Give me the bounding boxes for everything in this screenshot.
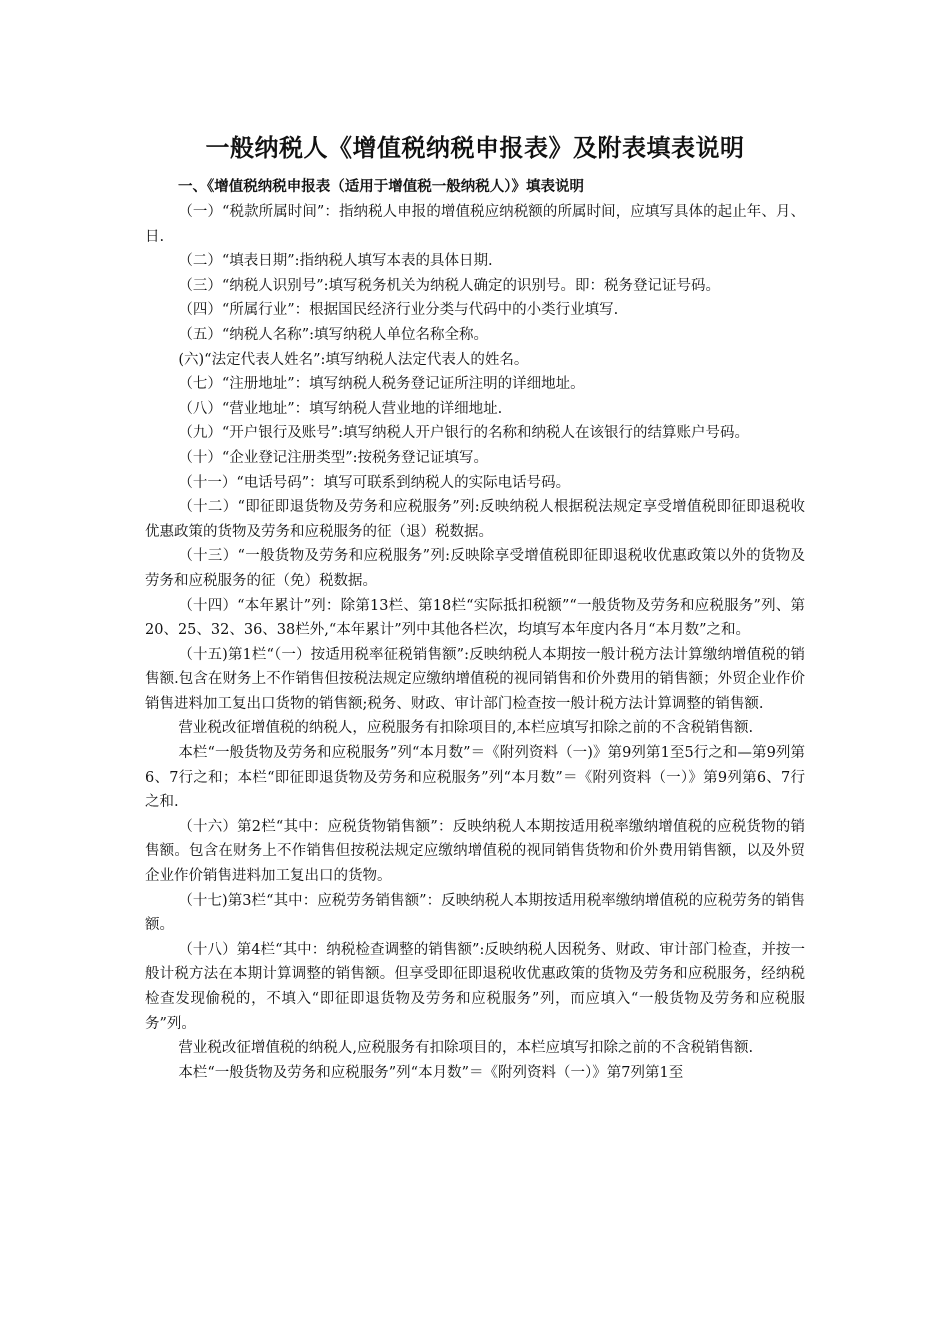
paragraph: 营业税改征增值税的纳税人,应税服务有扣除项目的，本栏应填写扣除之前的不含税销售额. [178,1040,754,1057]
paragraph: 本栏“一般货物及劳务和应税服务”列“本月数”＝《附列资料（一)》第9列第1至5行之和—第9列第6、7行之和；本栏“即征即退货物及劳务和应税服务”列“本月数”＝《附列资料（一）》第9列第6、7行之和. [145,745,805,811]
paragraph: （二）“填表日期”:指纳税人填写本表的具体日期. [178,253,493,270]
paragraph: 本栏“一般货物及劳务和应税服务”列“本月数”＝《附列资料（一）》第7列第1至 [178,1064,684,1081]
paragraph: （八）“营业地址”：填写纳税人营业地的详细地址. [178,400,503,417]
paragraph: （四）“所属行业”：根据国民经济行业分类与代码中的小类行业填写. [178,302,619,319]
paragraph: （十二）“即征即退货物及劳务和应税服务”列:反映纳税人根据税法规定享受增值税即征即退税收优惠政策的货物及劳务和应税服务的征（退）税数据。 [145,499,805,540]
paragraph: （十六）第2栏“其中：应税货物销售额”：反映纳税人本期按适用税率缴纳增值税的应税货物的销售额。包含在财务上不作销售但按税法规定应缴纳增值税的视同销售货物和价外费用销售额，以及外贸企业作价销售进料加工复出口的货物。 [145,818,805,885]
paragraph: （十七)第3栏“其中：应税劳务销售额”：反映纳税人本期按适用税率缴纳增值税的应税劳务的销售额。 [145,892,805,934]
paragraph: （十一）“电话号码”：填写可联系到纳税人的实际电话号码。 [178,474,571,491]
paragraph: 营业税改征增值税的纳税人，应税服务有扣除项目的,本栏应填写扣除之前的不含税销售额. [178,720,754,737]
paragraph: （五）“纳税人名称”:填写纳税人单位名称全称。 [178,326,489,343]
paragraph: （十四）“本年累计”列：除第13栏、第18栏“实际抵扣税额”“一般货物及劳务和应税服务”列、第20、25、32、36、38栏外,“本年累计”列中其他各栏次，均填写本年度内各月“本月数”之和。 [145,597,805,639]
paragraph: （九）“开户银行及账号”:填写纳税人开户银行的名称和纳税人在该银行的结算账户号码。 [178,425,750,442]
paragraph: (六)“法定代表人姓名”:填写纳税人法定代表人的姓名。 [178,351,529,368]
paragraph: （七）“注册地址”：填写纳税人税务登记证所注明的详细地址。 [178,376,585,393]
paragraph: （一）“税款所属时间”：指纳税人申报的增值税应纳税额的所属时间，应填写具体的起止年、月、日. [145,204,805,245]
paragraph: （十八）第4栏“其中：纳税检查调整的销售额”:反映纳税人因税务、财政、审计部门检查，并按一般计税方法在本期计算调整的销售额。但享受即征即退税收优惠政策的货物及劳务和应税服务，经纳税检查发现偷税的，不填入“即征即退货物及劳务和应税服务”列，而应填入“一般货物及劳务和应税服务”列。 [145,941,805,1032]
paragraph: （十五)第1栏“（一）按适用税率征税销售额”:反映纳税人本期按一般计税方法计算缴纳增值税的销售额.包含在财务上不作销售但按税法规定应缴纳增值税的视同销售和价外费用的销售额；外贸企业作价销售进料加工复出口货物的销售额;税务、财政、审计部门检查按一般计税方法计算调整的销售额. [145,646,805,712]
paragraph: （十）“企业登记注册类型”:按税务登记证填写。 [178,449,489,466]
document-body [145,200,805,1085]
paragraph: （三）“纳税人识别号”:填写税务机关为纳税人确定的识别号。即：税务登记证号码。 [178,277,721,294]
section-heading: 一、《增值税纳税申报表（适用于增值税一般纳税人）》填表说明 [178,178,584,195]
paragraph: （十三）“一般货物及劳务和应税服务”列:反映除享受增值税即征即退税收优惠政策以外的货物及劳务和应税服务的征（免）税数据。 [145,548,805,589]
document-title: 一般纳税人《增值税纳税申报表》及附表填表说明 [205,133,745,162]
